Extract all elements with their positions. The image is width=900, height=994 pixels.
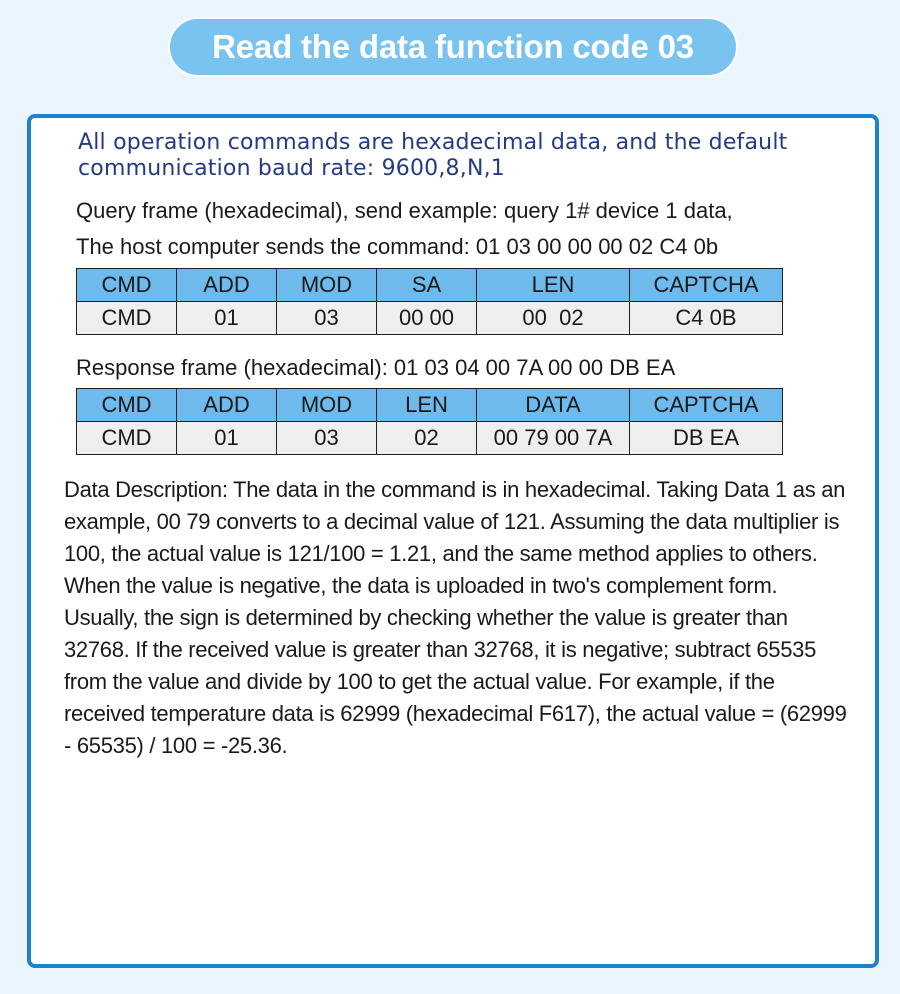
response-header-cell: CMD (77, 389, 177, 422)
response-frame-line: Response frame (hexadecimal): 01 03 04 00 7A 00 00 DB EA (76, 355, 676, 380)
query-table-header-row (77, 269, 783, 302)
query-header-cell: LEN (477, 269, 630, 302)
query-header-cell: SA (377, 269, 477, 302)
response-value-cell: 03 (277, 422, 377, 455)
response-header-cell: LEN (377, 389, 477, 422)
intro-text: All operation commands are hexadecimal data, and the default communication baud rate: 9600,8,N,1 (78, 130, 788, 181)
query-header-cell: CMD (77, 269, 177, 302)
response-header-cell: ADD (177, 389, 277, 422)
query-frame-table (76, 268, 783, 335)
response-value-cell: CMD (77, 422, 177, 455)
response-value-cell: 00 79 00 7A (477, 422, 630, 455)
response-frame-table (76, 388, 783, 455)
response-header-cell: DATA (477, 389, 630, 422)
query-value-cell: 03 (277, 302, 377, 335)
query-value-cell: 00 00 (377, 302, 477, 335)
response-header-cell: CAPTCHA (630, 389, 783, 422)
query-frame-line: Query frame (hexadecimal), send example: query 1# device 1 data, (76, 198, 733, 223)
query-value-cell: 01 (177, 302, 277, 335)
response-value-cell: DB EA (630, 422, 783, 455)
query-header-cell: CAPTCHA (630, 269, 783, 302)
response-header-cell: MOD (277, 389, 377, 422)
response-table-value-row (77, 422, 783, 455)
response-table-header-row (77, 389, 783, 422)
data-description: Data Description: The data in the command is in hexadecimal. Taking Data 1 as an example, 00 79 converts to a decimal value of 121. Assuming the data multiplier is 100, the actual value is 121/100 = 1.21, and the same method applies to others. When the value is negative, the data is uploaded in two's complement form. Usually, the sign is determined by checking whether the value is greater than 32768. If the received value is greater than 32768, it is negative; subtract 65535 from the value and divide by 100 to get the actual value. For example, if the received temperature data is 62999 (hexadecimal F617), the actual value = (62999 - 65535) / 100 = -25.36. (64, 477, 847, 758)
query-header-cell: MOD (277, 269, 377, 302)
host-command-line: The host computer sends the command: 01 03 00 00 00 02 C4 0b (76, 234, 719, 259)
query-value-cell: C4 0B (630, 302, 783, 335)
query-table-value-row (77, 302, 783, 335)
query-value-cell: CMD (77, 302, 177, 335)
response-value-cell: 01 (177, 422, 277, 455)
page-title: Read the data function code 03 (168, 17, 738, 77)
query-header-cell: ADD (177, 269, 277, 302)
response-value-cell: 02 (377, 422, 477, 455)
query-value-cell: 00 02 (477, 302, 630, 335)
